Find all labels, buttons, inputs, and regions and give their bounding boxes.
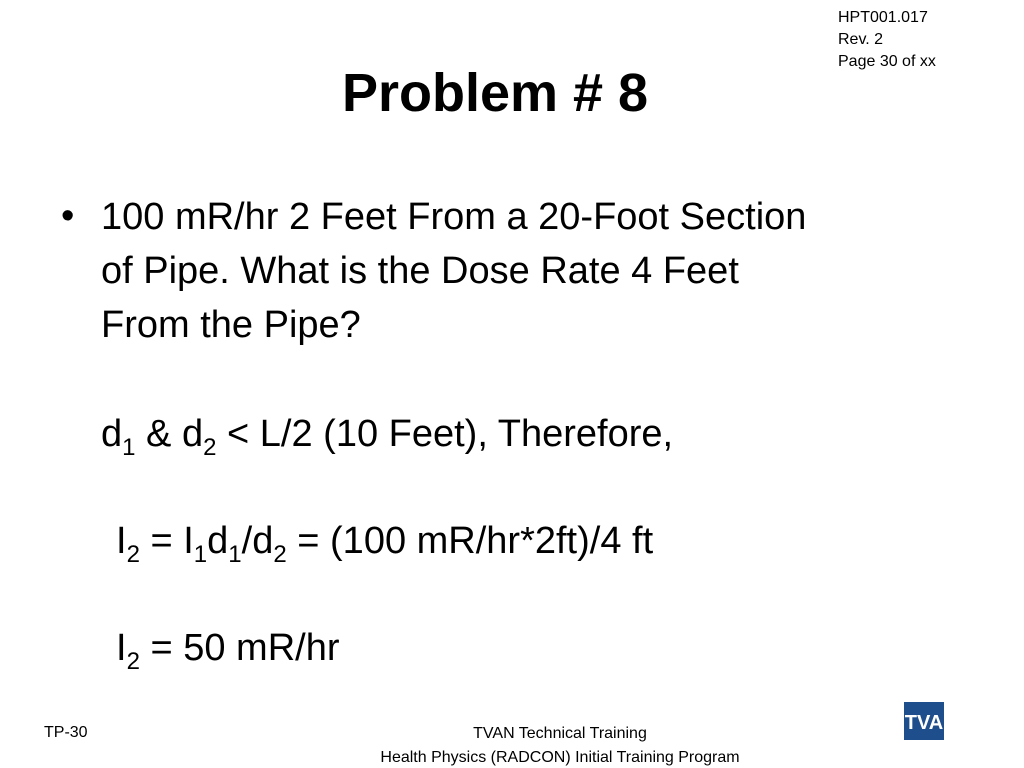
footer-center [330,722,790,768]
footer-program: Health Physics (RADCON) Initial Training Program [380,749,740,766]
slide-number: TP-30 [44,724,88,741]
revision-label: Rev. 2 [838,31,884,48]
problem-statement [101,190,981,352]
tva-logo-text: TVA [904,712,944,734]
slide-title: Problem # 8 [341,63,649,123]
distance-condition: $d_1$ & $d_2 < L/2$ (10 Feet), Therefore, [101,413,674,461]
problem-line-3: From the Pipe? [101,304,361,346]
problem-line-2: of Pipe. What is the Dose Rate 4 Feet [101,250,739,292]
dose-rate-formula: $I_2 = I_1d_1/d_2 = (100$ mR/hr*2ft)/4 ft [116,520,654,568]
tva-logo-icon [904,702,944,740]
document-id: HPT001.017 [838,9,928,26]
problem-line-1: 100 mR/hr 2 Feet From a 20-Foot Section [101,196,807,238]
dose-rate-answer: $I_2 = 50$ mR/hr [116,627,340,675]
footer-organization: TVAN Technical Training [473,725,647,742]
tva-logo-graphic [904,702,944,740]
page-number: Page 30 of xx [838,53,936,70]
bullet-icon: • [61,195,75,237]
